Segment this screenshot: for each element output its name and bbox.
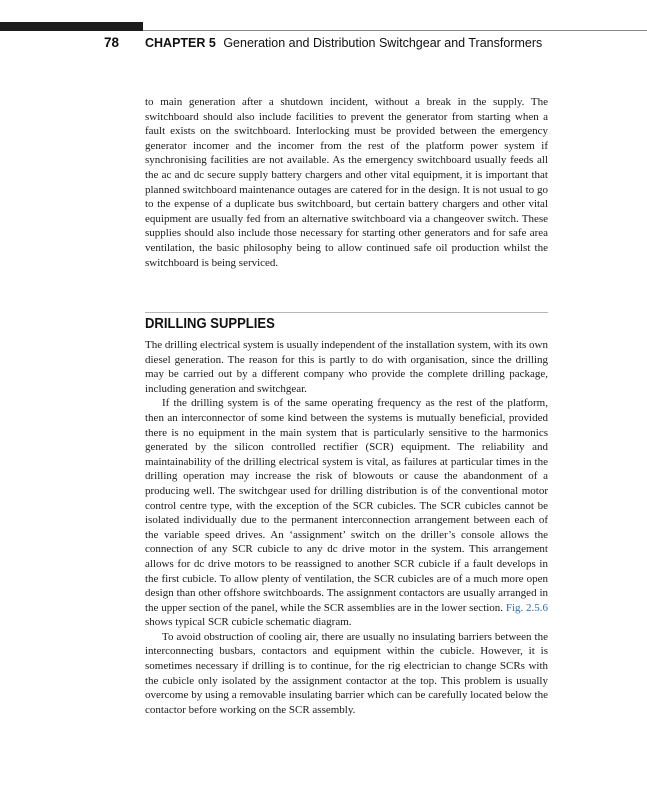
paragraph-cooling: To avoid obstruction of cooling air, there are usually no insulating barriers between the interconnecting busbars, contactors and equipment within the cubicle. However, it is sometimes necessary if drilling is to continue, for the rig electrician to change SCRs with the cubicle only isolated by the assignment contactor at the top. This problem is usually overcome by using a removable insulating barrier which can be carefully located below the contactor before working on the SCR assembly. (145, 630, 548, 716)
paragraph-scr (145, 396, 548, 630)
chapter-label: CHAPTER 5 (145, 36, 216, 50)
continued-paragraph: to main generation after a shutdown incident, without a break in the supply. The switchboard should also include facilities to prevent the generator from starting when a fault exists on the switchboard. Interlocking must be provided between the emergency generator incomer and the incomer from the rest of the platform power system if synchronising facilities are not available. As the emergency switchboard usually feeds all the ac and dc secure supply battery chargers and other vital equipment, it is important that planned switchboard maintenance outages are catered for in the design. It is not usual to go to the expense of a duplicate bus switchboard, but certain battery chargers and other vital equipment are usually fed from an alternative switchboard via a changeover switch. These supplies should also include those necessary for starting other generators and for safe area ventilation, the basic philosophy being to allow continued safe oil production whilst the switchboard is being serviced. (145, 96, 548, 269)
page-number: 78 (104, 35, 120, 50)
paragraph-scr-text: If the drilling system is of the same operating frequency as the rest of the platform, then an interconnector of some kind between the systems is mutually beneficial, provided there is no equipment in the main system that is particularly sensitive to the harmonics generated by the silicon controlled rectifier (SCR) equipment. The reliability and maintainability of the drilling electrical system is vital, as failures at particular times in the drilling operation may increase the risk of blowouts or cause the abandonment of a producing well. The switchgear used for drilling distribution is of the conventional motor control centre type, with the exception of the SCR cubicles. The SCR cubicles cannot be isolated individually due to the permanent interconnection arrangement between each of the variable speed drives. An ‘assignment’ switch on the driller’s console allows the connection of any SCR cubicle to any dc drive motor in the system. This arrangement allows for dc drive motors to be reassigned to another SCR cubicle if a fault develops in the first cubicle. To allow plenty of ventilation, the SCR cubicles are of a much more open design than other offshore switchboards. The assignment contactors are usually arranged in the upper section of the panel, while the SCR assemblies are in the lower section. (145, 397, 548, 614)
chapter-title: Generation and Distribution Switchgear and Transformers (223, 36, 543, 50)
section-body (145, 338, 548, 717)
continued-paragraph-block (145, 95, 548, 270)
header-black-bar (0, 22, 143, 31)
section-divider (145, 312, 548, 313)
header-rule (143, 30, 647, 31)
paragraph-intro: The drilling electrical system is usually independent of the installation system, with its own diesel generation. The reason for this is partly to do with organisation, since the drilling may be carried out by a different company who provide the complete drilling package, including generation and switchgear. (145, 339, 548, 395)
figure-reference-link[interactable]: Fig. 2.5.6 (505, 601, 549, 614)
running-head (145, 36, 542, 50)
section-heading: DRILLING SUPPLIES (145, 316, 275, 332)
paragraph-scr-tail: shows typical SCR cubicle schematic diagram. (145, 616, 352, 629)
